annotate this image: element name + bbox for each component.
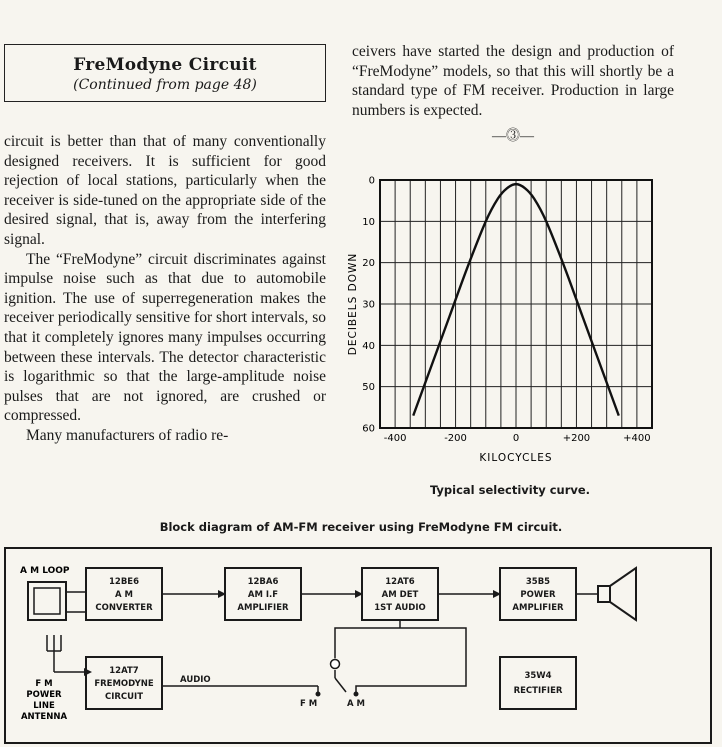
tube-label: 12BA6 <box>247 577 279 587</box>
block-diagram <box>0 540 722 747</box>
tube-label: 12BE6 <box>108 577 140 587</box>
y-tick-label: 10 <box>362 216 375 228</box>
am-loop-label: A M LOOP <box>20 566 70 576</box>
block-label: 1ST AUDIO <box>374 603 426 613</box>
end-marker: —⓷— <box>492 129 534 144</box>
tube-label: 12AT7 <box>109 666 139 676</box>
detector-audio-block <box>362 568 438 620</box>
tube-label: 35B5 <box>525 577 551 587</box>
power-amplifier-block <box>500 568 576 620</box>
y-tick-label: 0 <box>368 175 375 187</box>
left-text-column <box>4 132 326 446</box>
fremodyne-block <box>86 657 162 709</box>
antenna-label-line: POWER <box>26 690 62 700</box>
y-tick-label: 60 <box>362 423 375 435</box>
paragraph: The “FreModyne” circuit discriminates against impulse noise such as that due to automobile ignition. The use of superregeneration makes the receiver periodically sensitive for short intervals, so that it completely ignores many impulses occurring between these intervals. The detector characteristic is logarithmic so that the large-amplitude noise pulses that are not ignored, are crushed or compressed. <box>4 250 326 425</box>
x-tick-label: +200 <box>562 433 591 444</box>
switch-am-label: A M <box>347 699 365 709</box>
speaker-icon <box>598 568 636 620</box>
if-amplifier-block <box>225 568 301 620</box>
block-label: CONVERTER <box>95 603 153 613</box>
continuation-header <box>4 44 326 102</box>
y-tick-label: 50 <box>362 382 375 394</box>
converter-block <box>86 568 162 620</box>
x-tick-label: +400 <box>623 433 651 444</box>
arrowheads <box>218 590 501 664</box>
y-tick-label: 40 <box>362 340 375 352</box>
block-label: AMPLIFIER <box>237 603 289 613</box>
paragraph: circuit is better than that of many conventionally designed receivers. It is sufficient for good rejection of local stations, particularly when the receiver is side-tuned on the appropriate side of the desired signal, that is, away from the interfering signal. <box>4 133 326 248</box>
switch-fm-label: F M <box>300 699 318 709</box>
block-label: AM DET <box>381 590 419 600</box>
tube-label: 35W4 <box>524 671 552 681</box>
fm-am-switch <box>316 660 359 697</box>
y-tick-label: 20 <box>362 258 375 270</box>
continued-note: (Continued from page 48) <box>73 77 257 93</box>
chart-caption: Typical selectivity curve. <box>429 483 591 497</box>
y-axis-label: DECIBELS DOWN <box>347 252 359 356</box>
block-label: POWER <box>520 590 556 600</box>
block-label: CIRCUIT <box>104 692 144 702</box>
block-label: RECTIFIER <box>513 686 563 696</box>
antenna-label-line: F M <box>35 679 53 689</box>
x-tick-label: -200 <box>444 433 467 444</box>
block-label: AM I.F <box>247 590 279 600</box>
block-label: AMPLIFIER <box>512 603 564 613</box>
article-title: FreModyne Circuit <box>73 55 257 75</box>
selectivity-chart <box>338 165 688 475</box>
audio-label: AUDIO <box>180 675 211 685</box>
x-tick-label: 0 <box>512 433 520 444</box>
x-axis-label: KILOCYCLES <box>479 452 553 464</box>
block-label: A M <box>115 590 133 600</box>
loop-antenna-icon <box>28 582 86 620</box>
block-label: FREMODYNE <box>94 679 154 689</box>
antenna-label-line: ANTENNA <box>20 712 68 722</box>
y-tick-label: 30 <box>362 299 375 311</box>
paragraph: ceivers have started the design and production of “FreModyne” models, so that this will shortly be a standard type of FM receiver. Production in large numbers is expected. <box>352 43 674 119</box>
paragraph: Many manufacturers of radio re- <box>26 426 229 444</box>
right-text-column <box>352 42 674 120</box>
tube-label: 12AT6 <box>385 577 415 587</box>
antenna-label-line: LINE <box>33 701 55 711</box>
rectifier-block <box>500 657 576 709</box>
x-tick-label: -400 <box>383 433 407 444</box>
block-diagram-caption: Block diagram of AM-FM receiver using FreModyne FM circuit. <box>159 520 563 534</box>
